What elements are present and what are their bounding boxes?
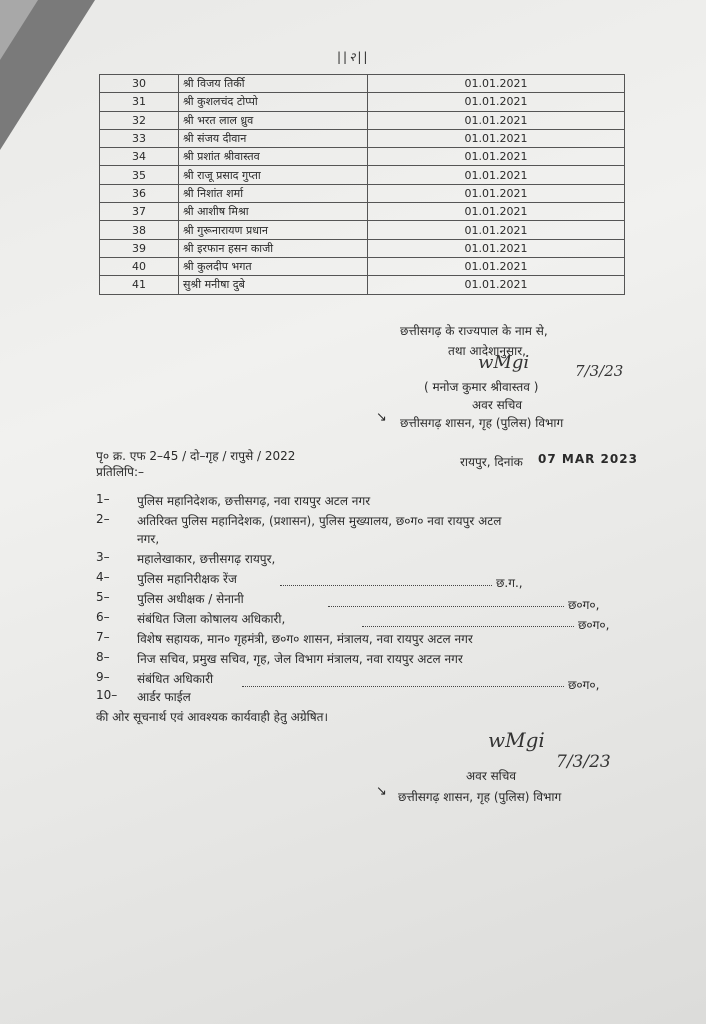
copy-recipient: पुलिस अधीक्षक / सेनानी [137, 592, 244, 606]
copy-number: 2– [96, 512, 110, 526]
name-cell: श्री कुलदीप भगत [179, 257, 368, 275]
name-cell: श्री संजय दीवान [179, 129, 368, 147]
name-cell: श्री निशांत शर्मा [179, 184, 368, 202]
copy-number: 3– [96, 550, 110, 564]
copy-tail: छ०ग०, [568, 598, 600, 612]
name-cell: श्री कुशलचंद टोप्पो [179, 93, 368, 111]
name-cell: श्री भरत लाल ध्रुव [179, 111, 368, 129]
copy-recipient-continued: नगर, [137, 532, 160, 546]
officer-table [99, 74, 625, 295]
table-row [100, 257, 625, 275]
table-row [100, 148, 625, 166]
serial-number-cell: 30 [100, 75, 179, 93]
date-cell: 01.01.2021 [368, 129, 625, 147]
date-cell: 01.01.2021 [368, 257, 625, 275]
copy-number: 7– [96, 630, 110, 644]
copy-number: 1– [96, 492, 110, 506]
name-cell: श्री राजू प्रसाद गुप्ता [179, 166, 368, 184]
name-cell: श्री गुरूनारायण प्रधान [179, 221, 368, 239]
copy-tail: छ०ग०, [568, 678, 600, 692]
table-row [100, 111, 625, 129]
copy-number: 8– [96, 650, 110, 664]
serial-number-cell: 34 [100, 148, 179, 166]
copy-number: 10– [96, 688, 118, 702]
name-cell: श्री आशीष मिश्रा [179, 203, 368, 221]
dotted-line [242, 686, 564, 687]
officer-name: ( मनोज कुमार श्रीवास्तव ) [424, 380, 539, 394]
page-marker: ||२|| [337, 50, 370, 64]
signature: wMgi [478, 352, 530, 373]
copy-label: प्रतिलिपि:– [96, 465, 144, 479]
serial-number-cell: 41 [100, 276, 179, 294]
stamp-date: 07 MAR 2023 [538, 452, 638, 466]
table-row [100, 203, 625, 221]
department: छत्तीसगढ़ शासन, गृह (पुलिस) विभाग [400, 416, 564, 430]
designation: अवर सचिव [466, 769, 517, 783]
governor-order-line: छत्तीसगढ़ के राज्यपाल के नाम से, [400, 324, 548, 338]
copy-number: 9– [96, 670, 110, 684]
table-row [100, 221, 625, 239]
copy-recipient: अतिरिक्त पुलिस महानिदेशक, (प्रशासन), पुलिस मुख्यालय, छ०ग० नवा रायपुर अटल [137, 514, 502, 528]
date-cell: 01.01.2021 [368, 93, 625, 111]
folded-corner [0, 0, 38, 60]
signature-date: 7/3/23 [556, 752, 611, 772]
table-row [100, 166, 625, 184]
place-date-label: रायपुर, दिनांक [460, 455, 523, 469]
order-line: तथा आदेशानुसार, [448, 344, 526, 358]
dotted-line [362, 626, 574, 627]
copy-recipient: पुलिस महानिरीक्षक रेंज [137, 572, 237, 586]
date-cell: 01.01.2021 [368, 75, 625, 93]
copy-recipient: विशेष सहायक, मान० गृहमंत्री, छ०ग० शासन, मंत्रालय, नवा रायपुर अटल नगर [137, 632, 473, 646]
serial-number-cell: 33 [100, 129, 179, 147]
date-cell: 01.01.2021 [368, 203, 625, 221]
tick-mark-icon: ↘ [376, 784, 387, 799]
copy-recipient: आर्डर फाईल [137, 690, 191, 704]
table-row [100, 93, 625, 111]
dotted-line [280, 585, 492, 586]
table-row [100, 129, 625, 147]
name-cell: श्री इरफान हसन काजी [179, 239, 368, 257]
serial-number-cell: 36 [100, 184, 179, 202]
tick-mark-icon: ↘ [376, 410, 387, 425]
table-row [100, 184, 625, 202]
table-row [100, 276, 625, 294]
date-cell: 01.01.2021 [368, 184, 625, 202]
date-cell: 01.01.2021 [368, 221, 625, 239]
serial-number-cell: 31 [100, 93, 179, 111]
copy-tail: छ.ग., [496, 576, 523, 590]
department: छत्तीसगढ़ शासन, गृह (पुलिस) विभाग [398, 790, 562, 804]
closing-note: की ओर सूचनार्थ एवं आवश्यक कार्यवाही हेतु अग्रेषित। [96, 710, 329, 724]
serial-number-cell: 38 [100, 221, 179, 239]
copy-number: 6– [96, 610, 110, 624]
serial-number-cell: 35 [100, 166, 179, 184]
serial-number-cell: 39 [100, 239, 179, 257]
serial-number-cell: 32 [100, 111, 179, 129]
name-cell: श्री प्रशांत श्रीवास्तव [179, 148, 368, 166]
date-cell: 01.01.2021 [368, 276, 625, 294]
copy-recipient: निज सचिव, प्रमुख सचिव, गृह, जेल विभाग मंत्रालय, नवा रायपुर अटल नगर [137, 652, 463, 666]
name-cell: श्री विजय तिर्की [179, 75, 368, 93]
date-cell: 01.01.2021 [368, 166, 625, 184]
copy-recipient: महालेखाकार, छत्तीसगढ़ रायपुर, [137, 552, 276, 566]
designation: अवर सचिव [472, 398, 523, 412]
copy-recipient: पुलिस महानिदेशक, छत्तीसगढ़, नवा रायपुर अटल नगर [137, 494, 371, 508]
name-cell: सुश्री मनीषा दुबे [179, 276, 368, 294]
copy-tail: छ०ग०, [578, 618, 610, 632]
reference-number: पृ० क्र. एफ 2–45 / दो–गृह / रापुसे / 2022 [96, 449, 296, 463]
signature-date: 7/3/23 [575, 362, 624, 380]
date-cell: 01.01.2021 [368, 239, 625, 257]
table-row [100, 239, 625, 257]
copy-recipient: संबंधित अधिकारी [137, 672, 214, 686]
copy-number: 5– [96, 590, 110, 604]
signature: wMgi [488, 728, 545, 752]
copy-recipient: संबंधित जिला कोषालय अधिकारी, [137, 612, 286, 626]
copy-number: 4– [96, 570, 110, 584]
date-cell: 01.01.2021 [368, 111, 625, 129]
dotted-line [328, 606, 564, 607]
date-cell: 01.01.2021 [368, 148, 625, 166]
serial-number-cell: 40 [100, 257, 179, 275]
table-row [100, 75, 625, 93]
serial-number-cell: 37 [100, 203, 179, 221]
